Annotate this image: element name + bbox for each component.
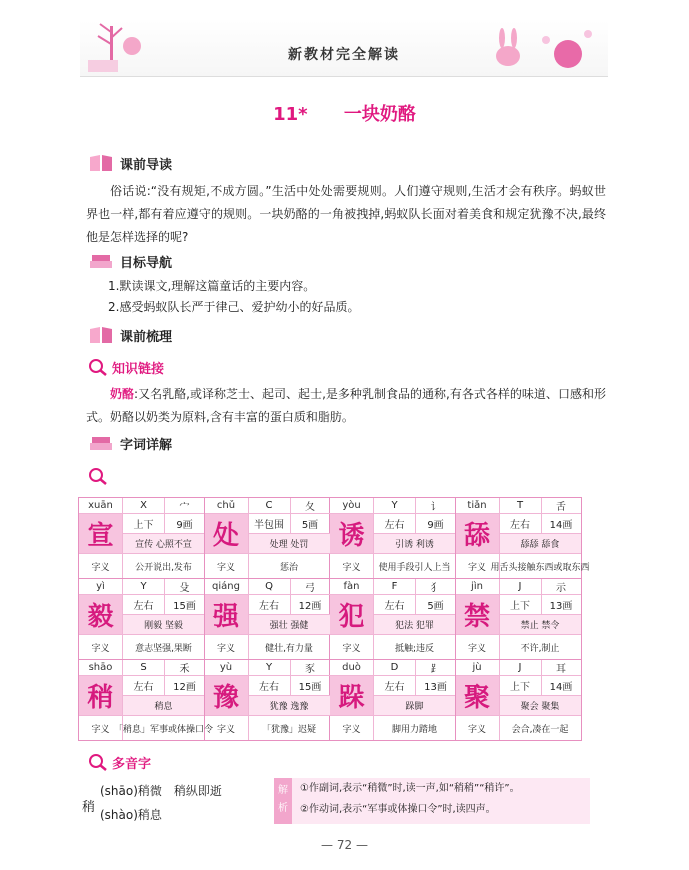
char-structure: 上下 [500, 595, 542, 615]
char-initial-letter: D [374, 660, 416, 676]
char-structure: 上下 [500, 676, 542, 696]
char-meaning: 意志坚强,果断 [135, 643, 192, 654]
char-structure: 左右 [374, 514, 416, 534]
char-glyph: 宣 [79, 514, 123, 554]
char-glyph: 禁 [456, 595, 500, 635]
char-radical: 宀 [165, 498, 204, 514]
magnifier-icon [88, 358, 108, 376]
chars-heading [88, 466, 112, 486]
char-meaning-label: 字义 [330, 554, 374, 578]
char-radical: 禾 [165, 660, 204, 676]
char-words: 犯法 犯罪 [374, 615, 455, 635]
bunny-decoration [468, 20, 608, 76]
char-strokes: 5画 [416, 595, 455, 615]
char-glyph: 毅 [79, 595, 123, 635]
header-title: 新教材完全解读 [288, 47, 400, 63]
char-meaning-label: 字义 [330, 635, 374, 659]
char-card [456, 579, 582, 659]
char-words: 舔舔 舔食 [500, 534, 581, 554]
lesson-title-text: 一块奶酪 [343, 104, 416, 125]
book-icon [88, 325, 114, 345]
char-initial-letter: T [500, 498, 542, 514]
char-row [79, 579, 581, 660]
char-meaning-label: 字义 [205, 635, 249, 659]
char-words: 刚毅 坚毅 [123, 615, 204, 635]
char-strokes: 13画 [416, 676, 455, 696]
char-radical: 弓 [291, 579, 330, 595]
char-row [79, 660, 581, 740]
char-glyph: 稍 [79, 676, 123, 716]
char-initial-letter: Y [123, 579, 165, 595]
char-meaning-label: 字义 [456, 554, 500, 578]
char-radical: 示 [542, 579, 581, 595]
magnifier-icon [88, 753, 108, 771]
char-card [456, 660, 582, 740]
char-glyph: 跺 [330, 676, 374, 716]
char-meaning-label: 字义 [456, 635, 500, 659]
char-row [79, 498, 590, 579]
char-meaning: 公开说出,发布 [135, 562, 192, 573]
section-review-heading: 课前梳理 [88, 325, 172, 345]
char-meaning: 健壮,有力量 [265, 643, 313, 654]
char-radical: 夂 [291, 498, 330, 514]
char-structure: 左右 [374, 595, 416, 615]
knowledge-heading: 知识链接 [88, 357, 164, 377]
polyphone-char: 稍 [82, 800, 96, 815]
char-meaning-label: 字义 [79, 716, 123, 740]
char-strokes: 12画 [165, 676, 204, 696]
char-strokes: 15画 [165, 595, 204, 615]
char-glyph: 聚 [456, 676, 500, 716]
char-glyph: 舔 [456, 514, 500, 554]
char-card [330, 498, 456, 578]
char-meaning-label: 字义 [205, 716, 249, 740]
char-meaning-label: 字义 [205, 554, 249, 578]
char-strokes: 13画 [542, 595, 581, 615]
char-meaning-label: 字义 [456, 716, 500, 740]
char-strokes: 9画 [416, 514, 455, 534]
intro-text: 俗话说:“没有规矩,不成方圆。”生活中处处需要规则。人们遵守规则,生活才会有秩序。蚂蚁世界也一样,都有着应遵守的规则。一块奶酪的一角被拽掉,蚂蚁队长面对着美食和规定犹豫不决,最终他是怎样选择的呢? [86, 184, 606, 244]
character-table [78, 497, 590, 741]
char-meaning: 不许,制止 [520, 643, 560, 654]
char-initial-letter: Q [249, 579, 291, 595]
char-pinyin: fàn [330, 579, 374, 595]
char-glyph: 犯 [330, 595, 374, 635]
char-words: 引诱 利诱 [374, 534, 455, 554]
char-pinyin: tiǎn [456, 498, 500, 514]
char-card [79, 660, 214, 740]
char-structure: 左右 [123, 676, 165, 696]
char-strokes: 14画 [542, 676, 581, 696]
books-icon [88, 433, 114, 453]
char-structure: 左右 [123, 595, 165, 615]
char-initial-letter: J [500, 660, 542, 676]
char-meaning: 「犹豫」迟疑 [261, 724, 316, 735]
char-meaning-label: 字义 [330, 716, 374, 740]
page-header [80, 20, 608, 77]
char-initial-letter: Y [249, 660, 291, 676]
char-card [79, 498, 205, 578]
char-glyph: 处 [205, 514, 249, 554]
char-initial-letter: X [123, 498, 165, 514]
char-pinyin: yì [79, 579, 123, 595]
analysis-tag: 解析 [278, 785, 288, 814]
lesson-title [0, 100, 689, 126]
char-pinyin: jù [456, 660, 500, 676]
knowledge-key: 奶酪 [110, 387, 135, 401]
char-strokes: 15画 [291, 676, 330, 696]
char-words: 跺脚 [374, 696, 455, 716]
char-card [205, 498, 331, 578]
char-pinyin: yòu [330, 498, 374, 514]
char-card [330, 660, 456, 740]
char-card [330, 579, 456, 659]
char-meaning: 使用手段引人上当 [378, 562, 451, 573]
char-words: 犹豫 逸豫 [249, 696, 330, 716]
char-meaning: 用舌头接触东西或取东西 [490, 562, 590, 573]
char-radical: ⻊ [416, 660, 455, 676]
char-words: 聚会 聚集 [500, 696, 581, 716]
page-number: — 72 — [321, 838, 368, 852]
char-card [205, 660, 331, 740]
char-words: 稍息 [123, 696, 204, 716]
char-card [205, 579, 331, 659]
goal-item: 2.感受蚂蚁队长严于律己、爱护幼小的好品质。 [108, 300, 360, 314]
char-pinyin: xuān [79, 498, 123, 514]
char-card [79, 579, 205, 659]
char-meaning: 脚用力踏地 [391, 724, 437, 735]
char-pinyin: qiáng [205, 579, 249, 595]
char-meaning-label: 字义 [79, 635, 123, 659]
char-initial-letter: J [500, 579, 542, 595]
polyphone-heading: 多音字 [88, 752, 151, 772]
char-glyph: 豫 [205, 676, 249, 716]
books-icon [88, 251, 114, 271]
char-radical: 舌 [542, 498, 581, 514]
goals-list [108, 276, 359, 318]
analysis-note: ①作副词,表示“稍微”时,读一声,如“稍稍”“稍许”。 [300, 783, 520, 794]
analysis-note: ②作动词,表示“军事或体操口令”时,读四声。 [300, 804, 496, 815]
char-structure: 左右 [249, 676, 291, 696]
book-icon [88, 153, 114, 173]
char-glyph: 强 [205, 595, 249, 635]
char-initial-letter: Y [374, 498, 416, 514]
char-meaning: 抵触;违反 [394, 643, 435, 654]
char-strokes: 9画 [165, 514, 204, 534]
section-intro-heading: 课前导读 [88, 153, 172, 173]
char-radical: 耳 [542, 660, 581, 676]
char-meaning-label: 字义 [79, 554, 123, 578]
char-radical: 讠 [416, 498, 455, 514]
char-strokes: 5画 [291, 514, 330, 534]
analysis-box [274, 778, 590, 824]
char-radical: 犭 [416, 579, 455, 595]
char-words: 强壮 强健 [249, 615, 330, 635]
char-structure: 左右 [249, 595, 291, 615]
lesson-number: 11* [273, 104, 308, 125]
char-pinyin: jìn [456, 579, 500, 595]
magnifier-icon [88, 467, 108, 485]
section-goals-heading: 目标导航 [88, 251, 172, 271]
char-strokes: 14画 [542, 514, 581, 534]
char-pinyin: duò [330, 660, 374, 676]
section-words-heading: 字词详解 [88, 433, 172, 453]
char-initial-letter: S [123, 660, 165, 676]
knowledge-text: 奶酪:又名乳酪,或译称芝士、起司、起士,是多种乳制食品的通称,有各式各样的味道、口感和形式。奶酪以奶类为原料,含有丰富的蛋白质和脂肪。 [86, 387, 606, 424]
goal-item: 1.默读课文,理解这篇童话的主要内容。 [108, 279, 316, 293]
char-structure: 左右 [500, 514, 542, 534]
char-pinyin: chǔ [205, 498, 249, 514]
char-card [456, 498, 590, 578]
char-radical: 豕 [291, 660, 330, 676]
char-meaning: 会合,凑在一起 [511, 724, 569, 735]
char-initial-letter: F [374, 579, 416, 595]
polyphone-reading-2: (shào)稍息 [100, 808, 162, 822]
char-pinyin: yù [205, 660, 249, 676]
char-words: 处理 处罚 [249, 534, 330, 554]
char-meaning: 「稍息」军事或体操口令 [114, 724, 214, 735]
char-words: 宣传 心照不宣 [123, 534, 204, 554]
char-initial-letter: C [249, 498, 291, 514]
char-structure: 左右 [374, 676, 416, 696]
char-meaning: 惩治 [279, 562, 298, 573]
char-structure: 半包围 [249, 514, 291, 534]
char-glyph: 诱 [330, 514, 374, 554]
char-structure: 上下 [123, 514, 165, 534]
char-strokes: 12画 [291, 595, 330, 615]
char-pinyin: shāo [79, 660, 123, 676]
char-radical: 殳 [165, 579, 204, 595]
polyphone-reading-1: (shāo)稍微 稍纵即逝 [100, 784, 222, 798]
char-words: 禁止 禁令 [500, 615, 581, 635]
